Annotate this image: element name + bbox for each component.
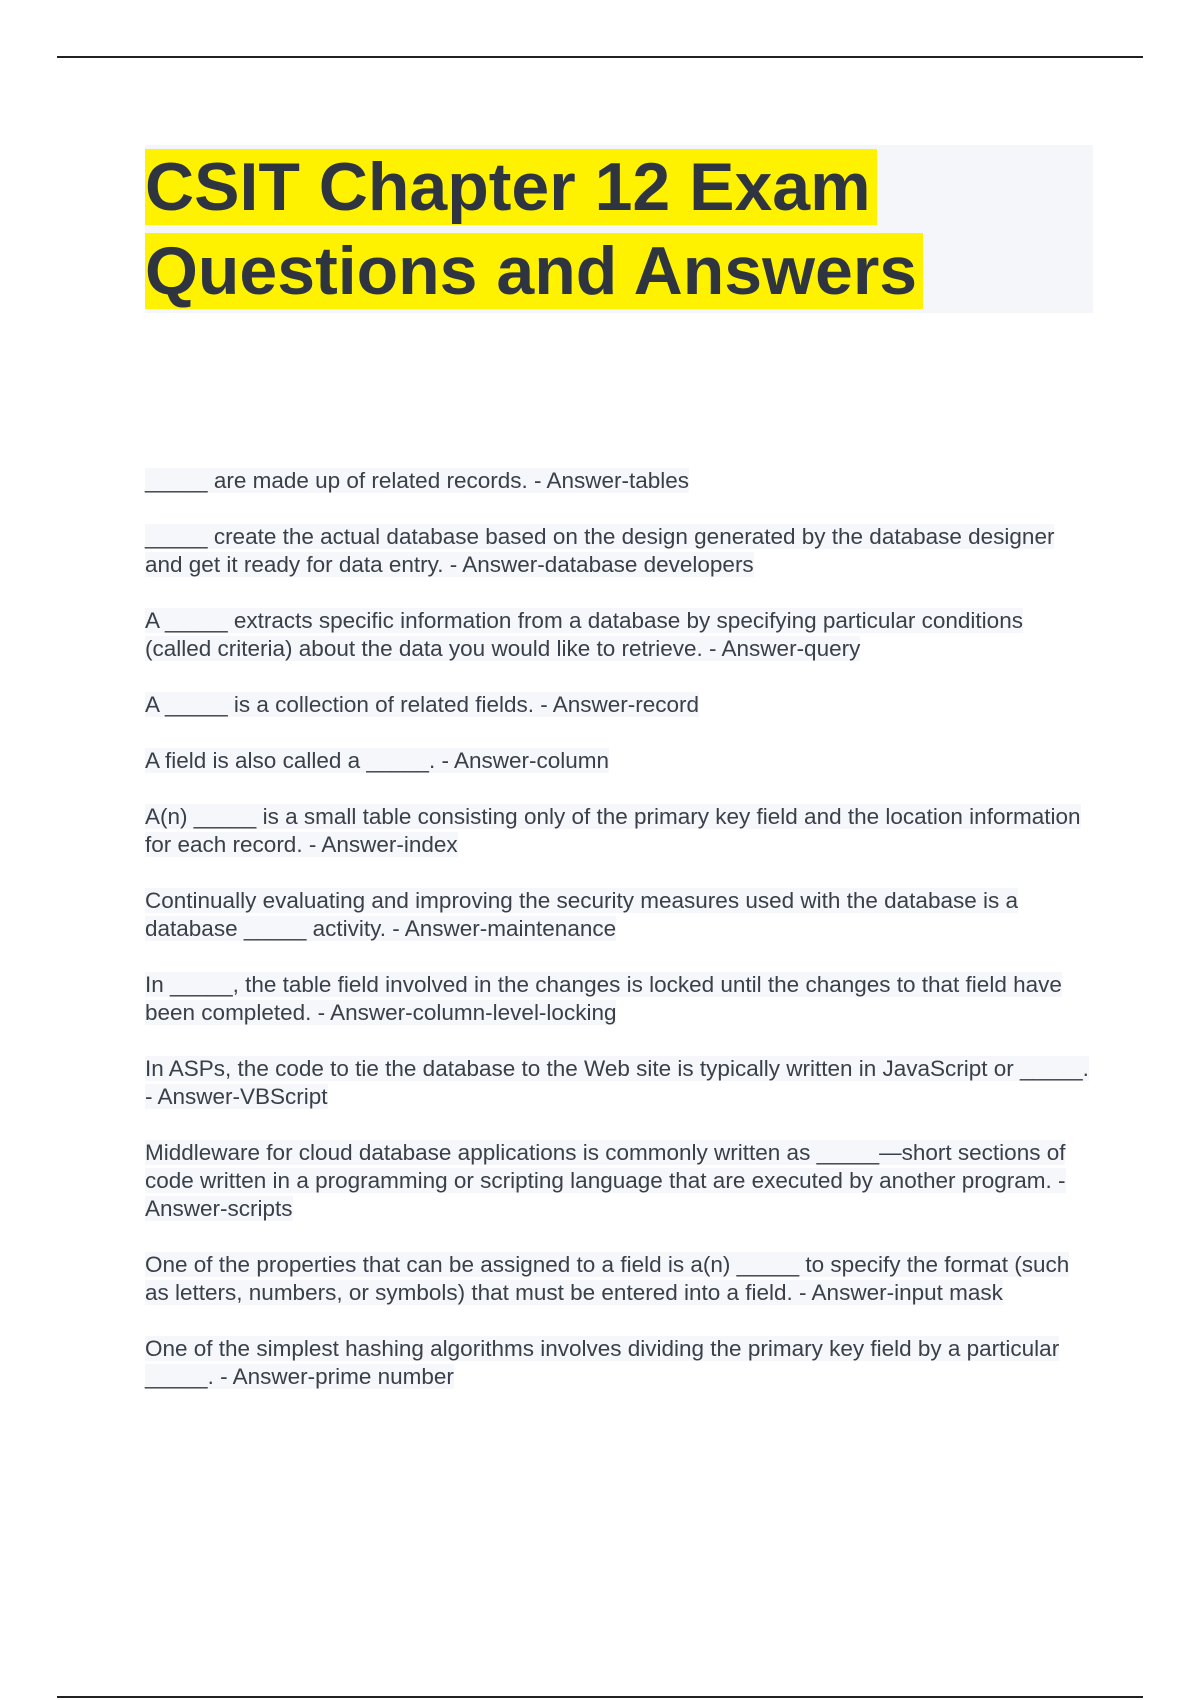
qa-item: A field is also called a _____. - Answer-column	[145, 748, 609, 773]
qa-item: One of the properties that can be assigned to a field is a(n) _____ to specify the format (such as letters, numbers, or symbols) that must be entered into a field. - Answer-input mask	[145, 1252, 1070, 1305]
bottom-rule	[57, 1696, 1143, 1698]
qa-item: A(n) _____ is a small table consisting only of the primary key field and the location information for each record. - Answer-index	[145, 804, 1081, 857]
qa-item: In ASPs, the code to tie the database to the Web site is typically written in JavaScript or _____. - Answer-VBScript	[145, 1056, 1089, 1109]
qa-list	[145, 467, 1093, 1419]
qa-item: In _____, the table field involved in the changes is locked until the changes to that field have been completed. - Answer-column-level-locking	[145, 972, 1062, 1025]
title-line-1: CSIT Chapter 12 Exam	[145, 149, 877, 225]
page-title	[145, 145, 923, 313]
qa-item: One of the simplest hashing algorithms involves dividing the primary key field by a particular _____. - Answer-prime number	[145, 1336, 1060, 1389]
qa-item: _____ are made up of related records. - Answer-tables	[145, 468, 690, 493]
top-rule	[57, 56, 1143, 58]
title-line-2: Questions and Answers	[145, 233, 923, 309]
title-block	[145, 145, 1093, 313]
qa-item: _____ create the actual database based on the design generated by the database designer and get it ready for data entry. - Answer-database developers	[145, 524, 1055, 577]
qa-item: Continually evaluating and improving the security measures used with the database is a database _____ activity. - Answer-maintenance	[145, 888, 1018, 941]
qa-item: Middleware for cloud database applications is commonly written as _____—short sections of code written in a programming or scripting language that are executed by another program. - Answer-scripts	[145, 1140, 1066, 1221]
qa-item: A _____ is a collection of related fields. - Answer-record	[145, 692, 700, 717]
qa-item: A _____ extracts specific information from a database by specifying particular conditions (called criteria) about the data you would like to retrieve. - Answer-query	[145, 608, 1023, 661]
